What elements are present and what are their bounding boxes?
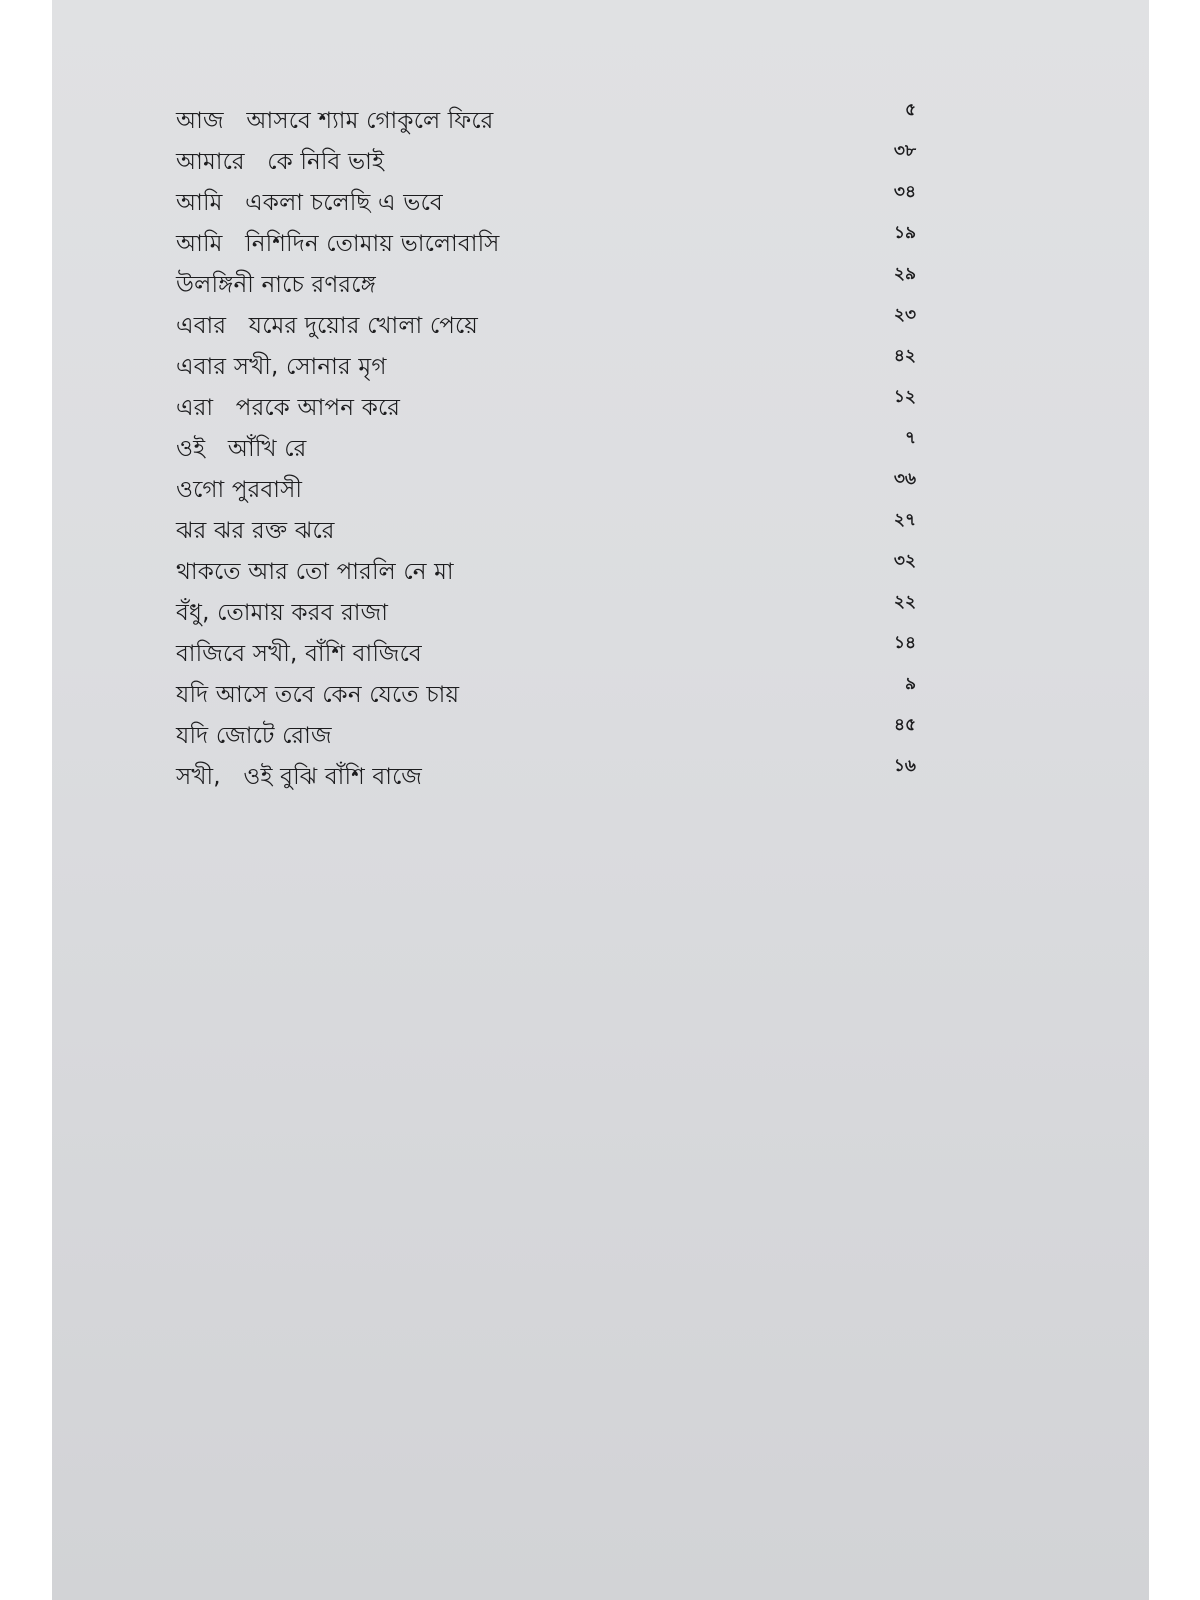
toc-entry-page-number: ৩৪: [893, 182, 916, 202]
toc-entry: [176, 223, 916, 264]
toc-entry-page-number: ৫: [904, 100, 916, 120]
toc-entry: [176, 633, 916, 674]
toc-entry-title: আমি একলা চলেছি এ ভবে: [176, 190, 443, 216]
toc-entry-page-number: ১২: [893, 387, 916, 407]
toc-entry-title: এবার যমের দুয়োর খোলা পেয়ে: [176, 313, 479, 339]
toc-entry: [176, 305, 916, 346]
toc-entry-page-number: ১৬: [893, 756, 916, 776]
toc-entry-title: ওই আঁখি রে: [176, 436, 307, 462]
toc-entry-title: যদি জোটে রোজ: [176, 723, 332, 749]
toc-entry-page-number: ৪৫: [893, 715, 916, 735]
toc-entry-page-number: ৯: [904, 674, 916, 694]
toc-entry-page-number: ৪২: [893, 346, 916, 366]
toc-entry: [176, 264, 916, 305]
toc-entry-page-number: ২৩: [893, 305, 916, 325]
table-of-contents: [176, 100, 916, 797]
toc-entry: [176, 592, 916, 633]
toc-entry-page-number: ৩৬: [893, 469, 916, 489]
toc-entry-page-number: ২৭: [893, 510, 916, 530]
toc-entry: [176, 674, 916, 715]
toc-entry: [176, 469, 916, 510]
toc-entry-page-number: ১৯: [893, 223, 916, 243]
toc-entry: [176, 100, 916, 141]
toc-entry-page-number: ১৪: [893, 633, 916, 653]
toc-entry-page-number: ৩২: [893, 551, 916, 571]
toc-entry-page-number: ২৯: [893, 264, 916, 284]
toc-entry-title: বাজিবে সখী, বাঁশি বাজিবে: [176, 641, 422, 667]
toc-entry: [176, 346, 916, 387]
toc-entry: [176, 715, 916, 756]
toc-entry: [176, 510, 916, 551]
toc-entry-title: উলঙ্গিনী নাচে রণরঙ্গে: [176, 272, 376, 298]
toc-entry: [176, 428, 916, 469]
toc-entry: [176, 182, 916, 223]
toc-entry-title: আমারে কে নিবি ভাই: [176, 149, 385, 175]
toc-entry: [176, 756, 916, 797]
toc-entry: [176, 551, 916, 592]
toc-entry-title: এবার সখী, সোনার মৃগ: [176, 354, 387, 380]
toc-entry: [176, 141, 916, 182]
toc-entry-title: ওগো পুরবাসী: [176, 477, 303, 503]
toc-entry-title: বঁধু, তোমায় করব রাজা: [176, 600, 389, 626]
book-page: [52, 0, 1149, 1600]
toc-entry-title: সখী, ওই বুঝি বাঁশি বাজে: [176, 764, 423, 790]
toc-entry-page-number: ২২: [893, 592, 916, 612]
toc-entry-title: আমি নিশিদিন তোমায় ভালোবাসি: [176, 231, 500, 257]
toc-entry-title: এরা পরকে আপন করে: [176, 395, 401, 421]
toc-entry: [176, 387, 916, 428]
toc-entry-title: আজ আসবে শ্যাম গোকুলে ফিরে: [176, 108, 494, 134]
toc-entry-title: যদি আসে তবে কেন যেতে চায়: [176, 682, 460, 708]
toc-entry-page-number: ৭: [904, 428, 916, 448]
toc-entry-title: ঝর ঝর রক্ত ঝরে: [176, 518, 335, 544]
toc-entry-page-number: ৩৮: [893, 141, 916, 161]
toc-entry-title: থাকতে আর তো পারলি নে মা: [176, 559, 454, 585]
